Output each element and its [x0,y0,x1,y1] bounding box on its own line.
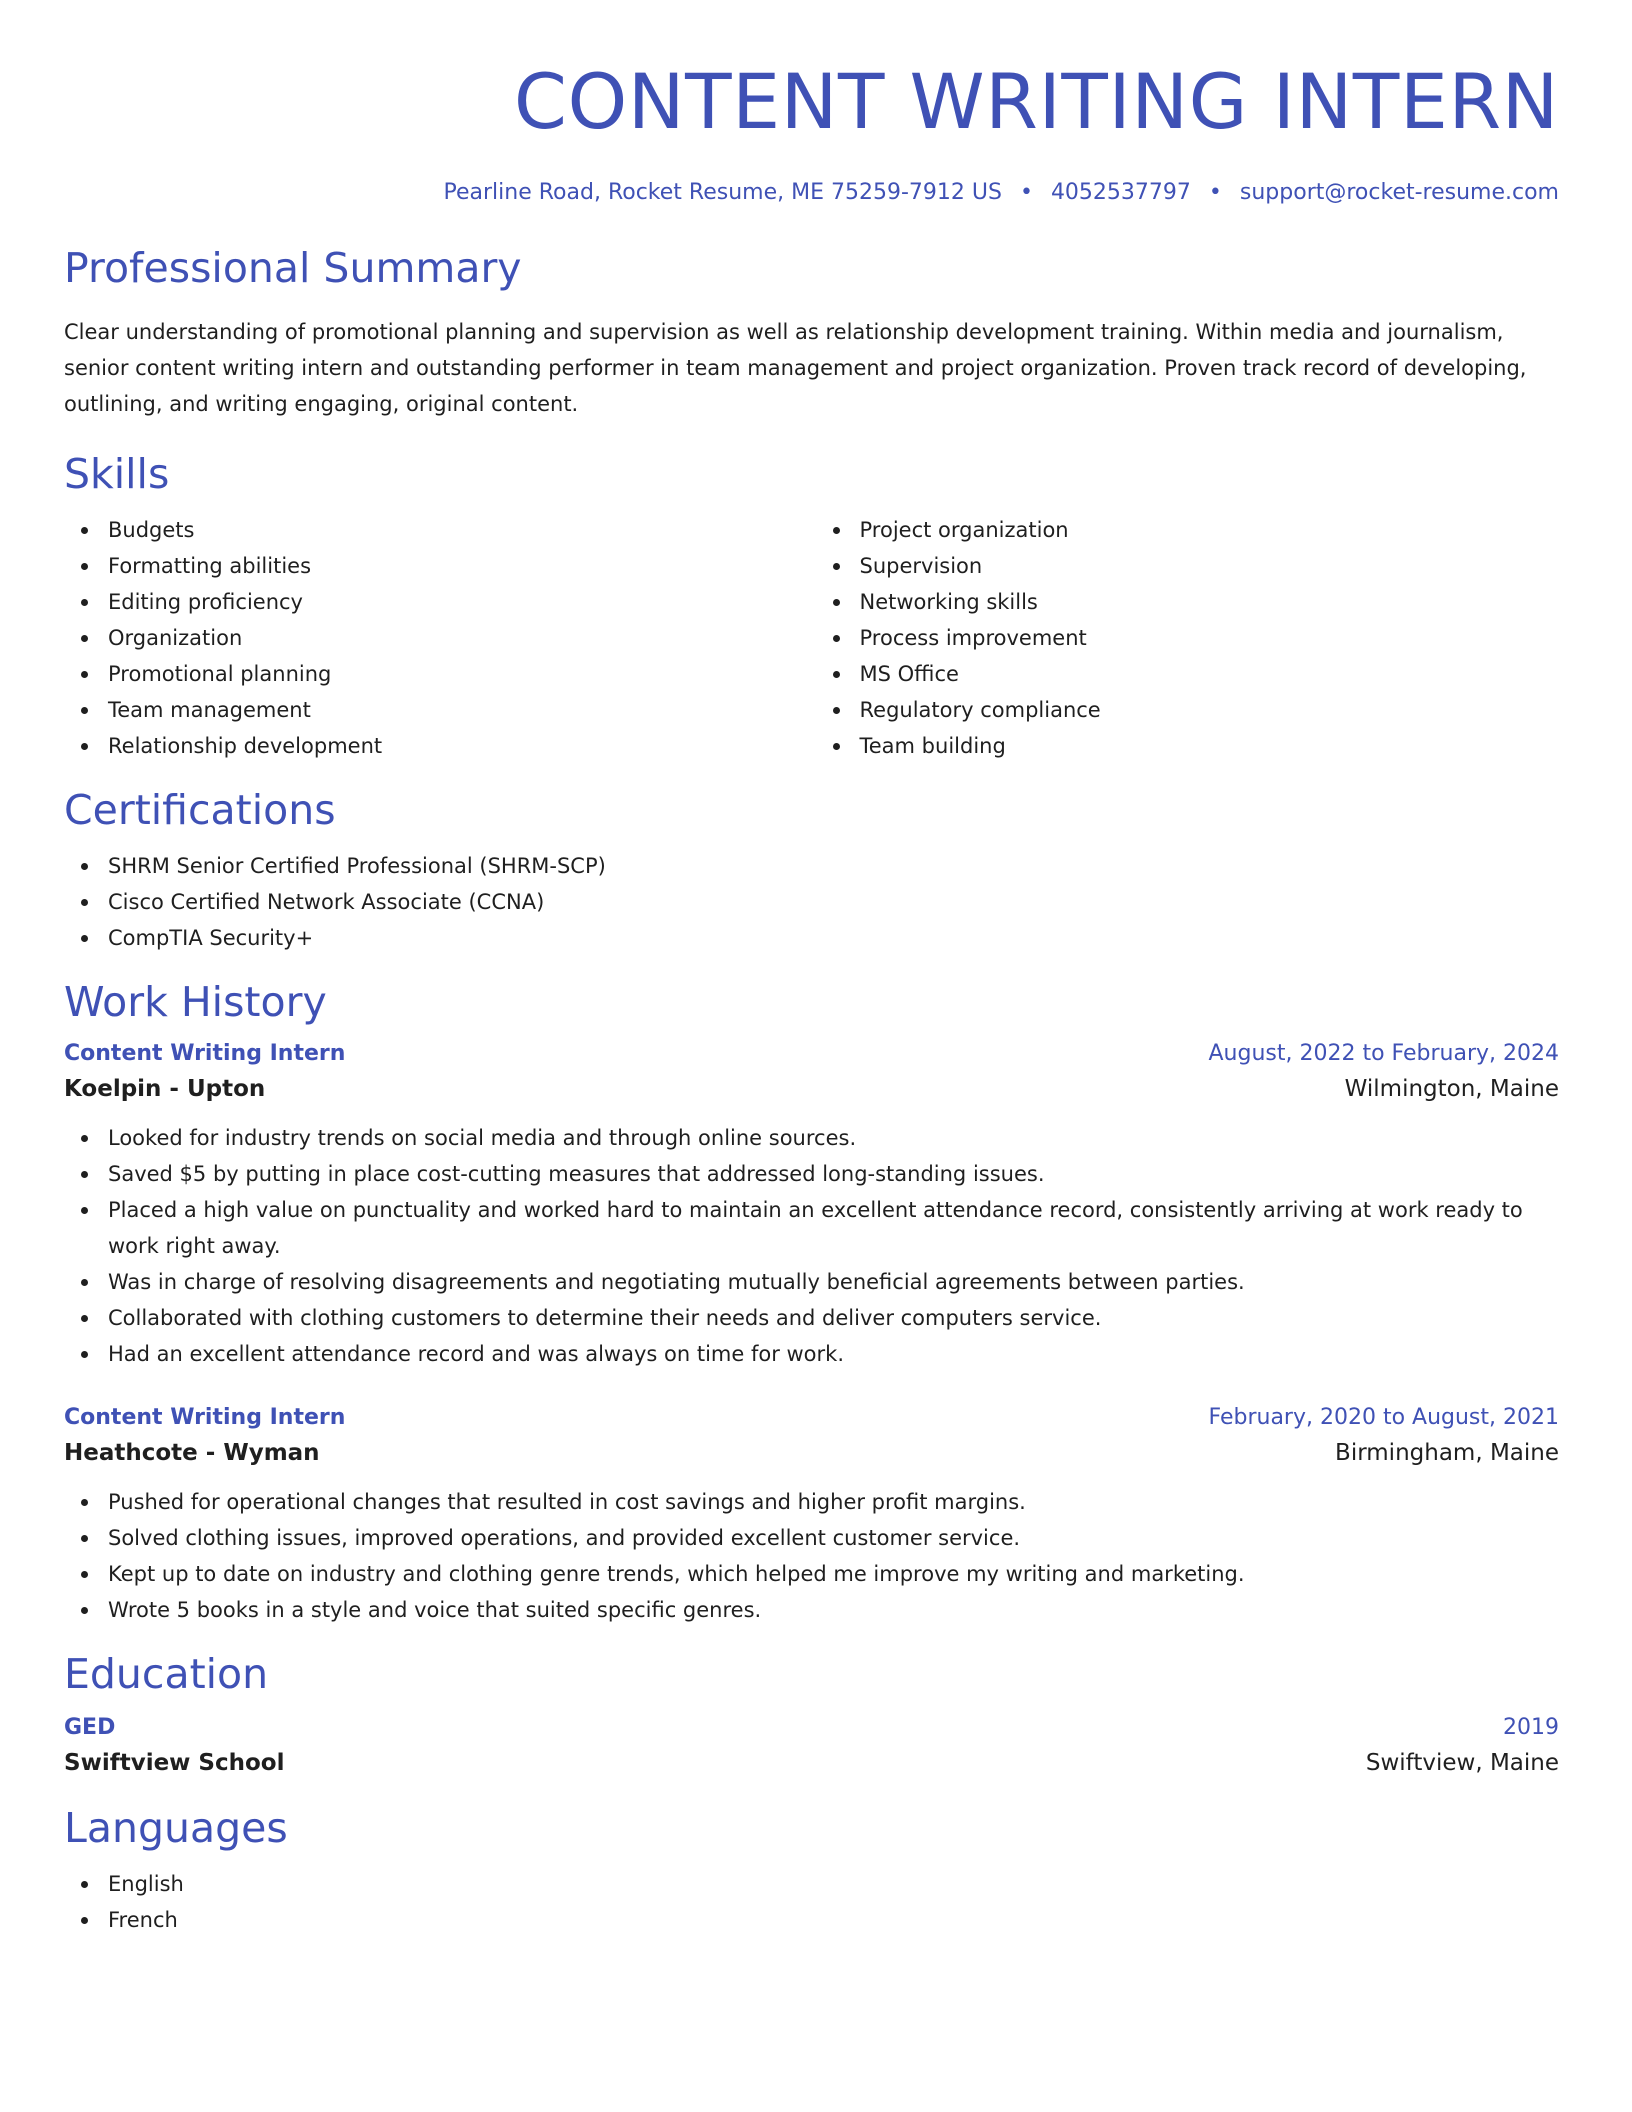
certification-item: CompTIA Security+ [64,920,1559,956]
certification-item: SHRM Senior Certified Professional (SHRM-SCP) [64,848,1559,884]
section-title-work: Work History [64,978,327,1026]
education-school: Swiftview School [64,1750,285,1776]
contact-address: Pearline Road, Rocket Resume, ME 75259-7912 US [443,180,1002,205]
job-role: Content Writing Intern [64,1405,346,1430]
skill-item: Process improvement [816,620,1560,656]
skill-item: Regulatory compliance [816,692,1560,728]
job-dates: February, 2020 to August, 2021 [1208,1405,1559,1430]
job-bullet: Pushed for operational changes that resulted in cost savings and higher profit margins. [64,1484,1559,1520]
skill-item: Promotional planning [64,656,808,692]
job-bullet: Collaborated with clothing customers to determine their needs and deliver computers service. [64,1300,1559,1336]
skill-item: Budgets [64,512,808,548]
language-item: English [64,1866,1559,1902]
job-company: Koelpin - Upton [64,1076,266,1102]
job-bullet: Kept up to date on industry and clothing genre trends, which helped me improve my writing and marketing. [64,1556,1559,1592]
section-title-skills: Skills [64,450,170,498]
language-item: French [64,1902,1559,1938]
skill-item: Formatting abilities [64,548,808,584]
job-bullets [64,1484,1559,1628]
education-location: Swiftview, Maine [1365,1750,1559,1776]
job-bullet: Looked for industry trends on social media and through online sources. [64,1120,1559,1156]
skill-item: MS Office [816,656,1560,692]
job-header-row [64,1402,1559,1434]
job-bullet: Wrote 5 books in a style and voice that suited specific genres. [64,1592,1559,1628]
skills-list-right [808,512,1560,764]
job-dates: August, 2022 to February, 2024 [1208,1041,1559,1066]
contact-line [64,178,1559,208]
job-bullet: Had an excellent attendance record and was always on time for work. [64,1336,1559,1372]
contact-phone: 4052537797 [1050,180,1191,205]
job-company-row [64,1434,1559,1472]
job-bullets [64,1120,1559,1372]
education-school-row [64,1744,1559,1782]
education-header-row [64,1712,1559,1744]
contact-email[interactable]: support@rocket-resume.com [1239,180,1559,205]
summary-section [64,242,1559,422]
skill-item: Supervision [816,548,1560,584]
education-year: 2019 [1503,1715,1559,1740]
job-bullet: Was in charge of resolving disagreements and negotiating mutually beneficial agreements between parties. [64,1264,1559,1300]
summary-text: Clear understanding of promotional planning and supervision as well as relationship development training. Within media and journalism, senior content writing intern and outstanding performer in team management and project organization. Proven track record of developing, outlining, and writing engaging, original content. [64,320,1527,416]
skills-section [64,448,1559,764]
skill-item: Networking skills [816,584,1560,620]
job-location: Wilmington, Maine [1344,1076,1559,1102]
job-company-row [64,1070,1559,1108]
certification-item: Cisco Certified Network Associate (CCNA) [64,884,1559,920]
work-section [64,976,1559,1628]
languages-section [64,1802,1559,1938]
job-bullet: Placed a high value on punctuality and worked hard to maintain an excellent attendance record, consistently arriving at work ready to work right away. [64,1192,1559,1264]
section-title-languages: Languages [64,1804,288,1852]
skill-item: Editing proficiency [64,584,808,620]
job-header-row [64,1038,1559,1070]
skills-list-left [64,512,808,764]
skill-item: Organization [64,620,808,656]
resume-page [64,56,1559,1938]
job-company: Heathcote - Wyman [64,1440,320,1466]
section-title-certifications: Certifications [64,786,336,834]
resume-name: CONTENT WRITING INTERN [513,57,1559,146]
education-section [64,1648,1559,1782]
certifications-section [64,784,1559,956]
education-degree: GED [64,1715,116,1740]
job-bullet: Saved $5 by putting in place cost-cutting measures that addressed long-standing issues. [64,1156,1559,1192]
contact-separator: • [1019,180,1033,205]
job-entry [64,1038,1559,1372]
skill-item: Team building [816,728,1560,764]
contact-separator: • [1208,180,1222,205]
job-bullet: Solved clothing issues, improved operations, and provided excellent customer service. [64,1520,1559,1556]
section-title-summary: Professional Summary [64,244,522,292]
skill-item: Relationship development [64,728,808,764]
job-location: Birmingham, Maine [1335,1440,1559,1466]
languages-list [64,1866,1559,1938]
job-role: Content Writing Intern [64,1041,346,1066]
skill-item: Team management [64,692,808,728]
section-title-education: Education [64,1650,269,1698]
job-entry [64,1402,1559,1628]
skill-item: Project organization [816,512,1560,548]
skills-grid [64,512,1559,764]
certifications-list [64,848,1559,956]
